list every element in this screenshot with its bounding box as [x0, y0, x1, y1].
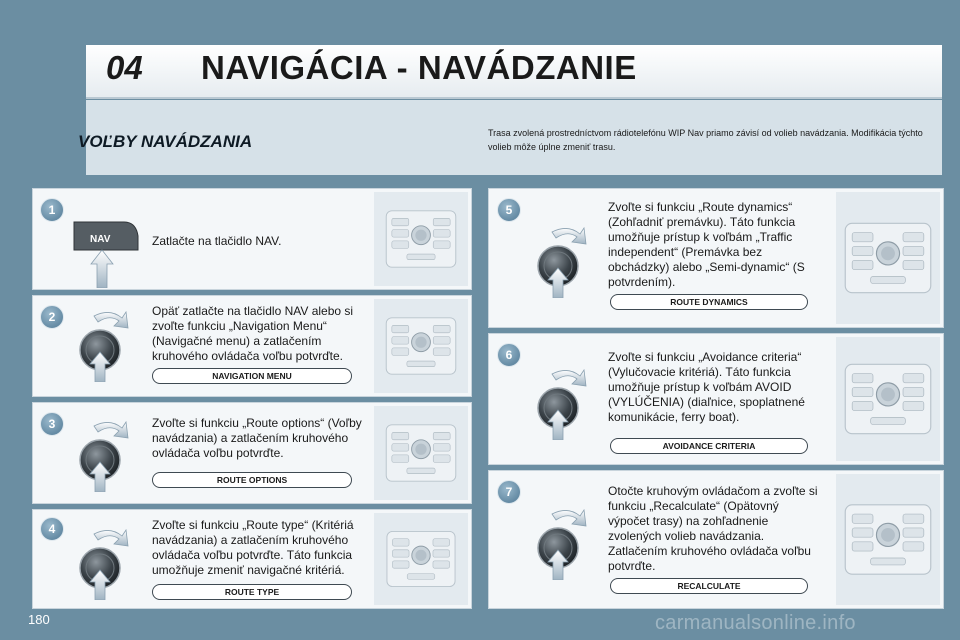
step-6-text: Zvoľte si funkciu „Avoidance criteria“ (Vylučovacie kritériá). Táto funkcia umožňuje prístup k voľbám AVOID (VYLÚČENIA) (diaľnice, spoplatnené komunikácie, ferry boat). — [608, 350, 805, 424]
page-title: NAVIGÁCIA - NAVÁDZANIE — [201, 49, 637, 86]
rotary-knob-icon — [530, 500, 590, 585]
step-4-text: Zvoľte si funkciu „Route type“ (Kritériá navádzania) a zatlačením kruhového ovládača voľbu potvrďte. Táto funkcia umožňuje zmeniť navigačné kritériá. — [152, 518, 354, 577]
nav-key-label: NAV — [90, 234, 111, 245]
radio-panel-image — [374, 406, 468, 500]
radio-panel-image — [374, 513, 468, 605]
section-title: VOĽBY NAVÁDZANIA — [78, 132, 253, 151]
step-1-text: Zatlačte na tlačidlo NAV. — [152, 234, 282, 248]
step-badge-4: 4 — [40, 517, 64, 541]
rotary-knob-icon — [72, 520, 132, 605]
radio-panel-image — [374, 299, 468, 393]
rotary-knob-icon — [530, 218, 590, 303]
watermark: carmanualsonline.info — [655, 612, 856, 634]
route-type-label: ROUTE TYPE — [152, 584, 352, 600]
nav-button-icon — [72, 216, 142, 293]
step-badge-5: 5 — [497, 198, 521, 222]
step-badge-7: 7 — [497, 480, 521, 504]
step-badge-2: 2 — [40, 305, 64, 329]
rotary-knob-icon — [72, 302, 132, 387]
radio-panel-image — [836, 337, 940, 461]
rotary-knob-icon — [72, 412, 132, 497]
radio-panel-image — [374, 192, 468, 286]
step-2-text: Opäť zatlačte na tlačidlo NAV alebo si zvoľte funkciu „Navigation Menu“ (Navigačné menu) a zatlačením kruhového ovládača voľbu potvrďte. — [152, 304, 354, 363]
navigation-menu-label: NAVIGATION MENU — [152, 368, 352, 384]
radio-panel-image — [836, 474, 940, 605]
step-badge-6: 6 — [497, 343, 521, 367]
step-5-text: Zvoľte si funkciu „Route dynamics“ (Zohľadniť premávku). Táto funkcia umožňuje prístup k voľbám „Traffic independent“ (Premávka bez obchádzky) alebo „Semi-dynamic“ (S potvrdením). — [608, 200, 805, 289]
rotary-knob-icon — [530, 360, 590, 445]
step-7-text: Otočte kruhovým ovládačom a zvoľte si funkciu „Recalculate“ (Opätovný výpočet trasy) na zohľadnenie zvolených volieb navádzania. Zatlačením kruhového ovládača voľbu potvrďte. — [608, 484, 818, 573]
intro-note: Trasa zvolená prostredníctvom rádiotelefónu WIP Nav priamo závisí od volieb navádzania. Modifikácia týchto volieb môže úplne zmeniť trasu. — [488, 128, 923, 152]
step-badge-1: 1 — [40, 198, 64, 222]
step-badge-3: 3 — [40, 412, 64, 436]
route-options-label: ROUTE OPTIONS — [152, 472, 352, 488]
avoidance-criteria-label: AVOIDANCE CRITERIA — [610, 438, 808, 454]
header-bar — [86, 45, 942, 99]
radio-panel-image — [836, 192, 940, 324]
chapter-number: 04 — [106, 49, 143, 86]
route-dynamics-label: ROUTE DYNAMICS — [610, 294, 808, 310]
recalculate-label: RECALCULATE — [610, 578, 808, 594]
page-number: 180 — [28, 612, 50, 627]
step-3-text: Zvoľte si funkciu „Route options“ (Voľby navádzania) a zatlačením kruhového ovládača voľbu potvrďte. — [152, 416, 362, 460]
